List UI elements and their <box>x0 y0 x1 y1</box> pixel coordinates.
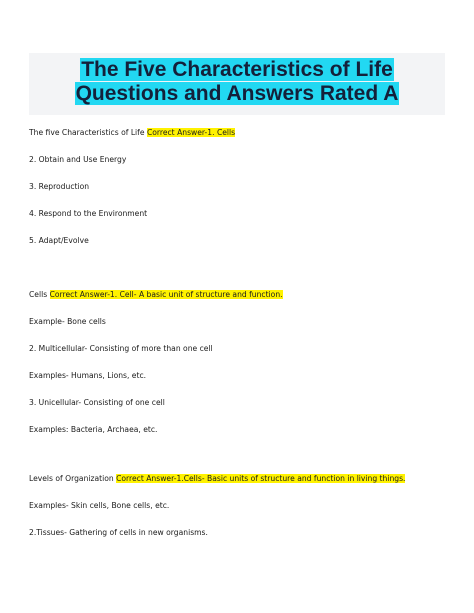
document-title <box>29 58 445 106</box>
text-line: 2. Multicellular- Consisting of more than one cell <box>29 344 213 353</box>
answer-highlight: Correct Answer-1.Cells- Basic units of structure and function in living things. <box>116 474 406 483</box>
text-line: The five Characteristics of Life Correct Answer-1. Cells <box>29 128 236 137</box>
text-line: 5. Adapt/Evolve <box>29 236 89 245</box>
answer-highlight: Correct Answer-1. Cell- A basic unit of structure and function. <box>49 290 283 299</box>
text-line: Examples- Humans, Lions, etc. <box>29 371 147 380</box>
text-line: 3. Unicellular- Consisting of one cell <box>29 398 165 407</box>
text-line: Examples- Skin cells, Bone cells, etc. <box>29 501 170 510</box>
text-line: 4. Respond to the Environment <box>29 209 148 218</box>
text-line: Example- Bone cells <box>29 317 106 326</box>
title-line-1: The Five Characteristics of Life <box>81 58 393 81</box>
text-line: Cells Correct Answer-1. Cell- A basic unit of structure and function. <box>29 290 283 299</box>
text-line: Examples: Bacteria, Archaea, etc. <box>29 425 158 434</box>
text-line: 3. Reproduction <box>29 182 90 191</box>
title-line-2: Questions and Answers Rated A <box>75 82 399 105</box>
text-line: 2. Obtain and Use Energy <box>29 155 127 164</box>
answer-highlight: Correct Answer-1. Cells <box>146 128 236 137</box>
text-line: 2.Tissues- Gathering of cells in new organisms. <box>29 528 208 537</box>
text-line: Levels of Organization Correct Answer-1.Cells- Basic units of structure and function in living things. <box>29 474 406 483</box>
